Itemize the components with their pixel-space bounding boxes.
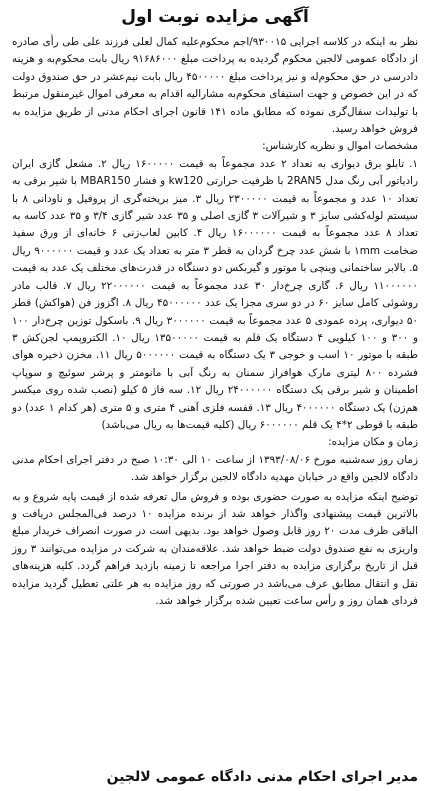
items-heading: مشخصات اموال و نظریه کارشناس: (262, 140, 418, 153)
notice-title: آگهی مزایده نوبت اول (121, 7, 309, 27)
time-place-heading: زمان و مکان مزایده: (328, 436, 418, 449)
terms-paragraph: توضیح اینکه مزایده به صورت حضوری بوده و فروش مال تعرفه شده از قیمت پایه شروع و به بالاترین قیمت پیشنهادی واگذار خواهد شد از برنده مزایده ۱۰ درصد فی‌المجلس دریافت و الباقی ظرف مدت ۲۰ روز قابل وصول خواهد بود. بدیهی است در صورت انصراف خریدار مبلغ واریزی به نفع صندوق دولت ضبط خواهد شد. علاقه‌مندان به شرکت در مزایده می‌توانند ۳ روز قبل از تاریخ برگزاری مزایده به دفتر اجرا مراجعه تا زمینه بازدید فراهم گردد. کلیه هزینه‌های نقل و انتقال مطابق عرف می‌باشد در صورتی که روز مزایده به هر علتی تعطیل گردید مزایده فردای همان روز و رأس ساعت تعیین شده برگزار خواهد شد. (12, 490, 419, 607)
items-paragraph: ۱. تابلو برق دیواری به تعداد ۲ عدد مجموعاً به قیمت ۱۶۰۰۰۰۰ ریال ۲. مشعل گازی ایران رادیاتور آبی رنگ مدل 2RAN5 با ظرفیت حرارتی kw120 و فشار MBAR150 با شیر برقی به تعداد ۱۰ عدد و مجموعاً به قیمت ۲۳۰۰۰۰۰ ریال ۳. میز بریخته‌گری از پروفیل و ناودانی ۸ با سیستم لوله‌کشی سایز ۳ و شیرآلات ۳ گازی اصلی و ۳۵ عدد شیر گازی ۳/۴ و ۳۵ عدد کاسه به تعداد ۸ عدد مجموعاً به قیمت ۱۶۰۰۰۰۰۰ ریال ۴. کابین لعاب‌زنی ۶ خانه‌ای از ورق سفید ضخامت ۱mm با شش عدد چرخ گردان به قطر ۳ متر به تعداد یک عدد و قیمت ۹۰۰۰۰۰۰ ریال ۵. بالابر ساختمانی وینچی با موتور و گیربکس دو دستگاه در قدرت‌های مختلف یک عدد به قیمت ۱۱۰۰۰۰۰۰ ریال ۶. گاری چرخ‌دار ۳۰ عدد مجموعاً به قیمت ۲۲۰۰۰۰۰۰ ریال ۷. قالب مادر روشوئی کامل سایز ۶۰ در دو سری مجزا یک عدد ۴۵۰۰۰۰۰۰ ریال ۸. اگزوز فن (هواکش) قطر ۵۰ دیواری، پرده عمودی ۵ عدد مجموعاً به قیمت ۳۰۰۰۰۰۰ ریال ۹. باسکول توزین چرخ‌دار ۱۰۰ و ۳۰۰ و ۱۰۰ کیلویی ۴ دستگاه یک قلم به قیمت ۱۳۵۰۰۰۰۰ ریال ۱۰. الکتروپمپ لجن‌کش ۳ طبقه با موتور ۱۰ اسب و خوجی ۳ یک دستگاه به قیمت ۵۰۰۰۰۰۰ ریال ۱۱. مخزن ذخیره هوای فشرده ۸۰۰ لیتری مارک هوافراز سمنان به رنگ آبی با مانومتر و پرشر سوئیچ و سوپاپ اطمینان و شیر برقی یک دستگاه ۲۴۰۰۰۰۰۰ ریال ۱۲. سه فاز ۵ کیلو (نصب شده روی میکسر هم‌زن) یک دستگاه ۴۰۰۰۰۰۰ ریال ۱۳. قفسه فلزی آهنی ۴ متری و ۵ متری (هر کدام ۱ عدد) دو طبقه با قوطی ۲*۴ یک قلم ۶۰۰۰۰۰۰ ریال (کلیه قیمت‌ها به ریال می‌باشد) (12, 157, 419, 431)
signature: مدیر اجرای احکام مدنی دادگاه عمومی لالجین (106, 769, 418, 785)
time-place-paragraph: زمان روز سه‌شنبه مورخ ۱۳۹۳/۰۸/۰۶ از ساعت ۱۰ الی ۱۰:۳۰ صبح در دفتر اجرای احکام مدنی دادگاه لالجین واقع در خیابان مهدیه دادگاه لالجین برگزار خواهد شد. (12, 453, 418, 484)
intro-paragraph: نظر به اینکه در کلاسه اجرایی ۹۳۰۰۱۵/اجم محکوم‌علیه کمال لعلی فرزند علی طی رأی صادره از دادگاه عمومی لالجین محکوم گردیده به پرداخت مبلغ ۹۱۶۸۶۰۰۰ ریال بابت محکوم‌به و هزینه دادرسی در حق محکوم‌له و نیز پرداخت مبلغ ۴۵۰۰۰۰۰ ریال بابت نیم‌عشر در حق صندوق دولت که در این خصوص و جهت استیفای محکوم‌به مشارالیه اقدام به معرفی اموال غیرمنقول مرتبط با تولیدات سفال‌گری نموده که مطابق ماده ۱۴۱ قانون اجرای احکام مدنی از طریق مزایده به فروش خواهد رسید. (12, 36, 419, 136)
